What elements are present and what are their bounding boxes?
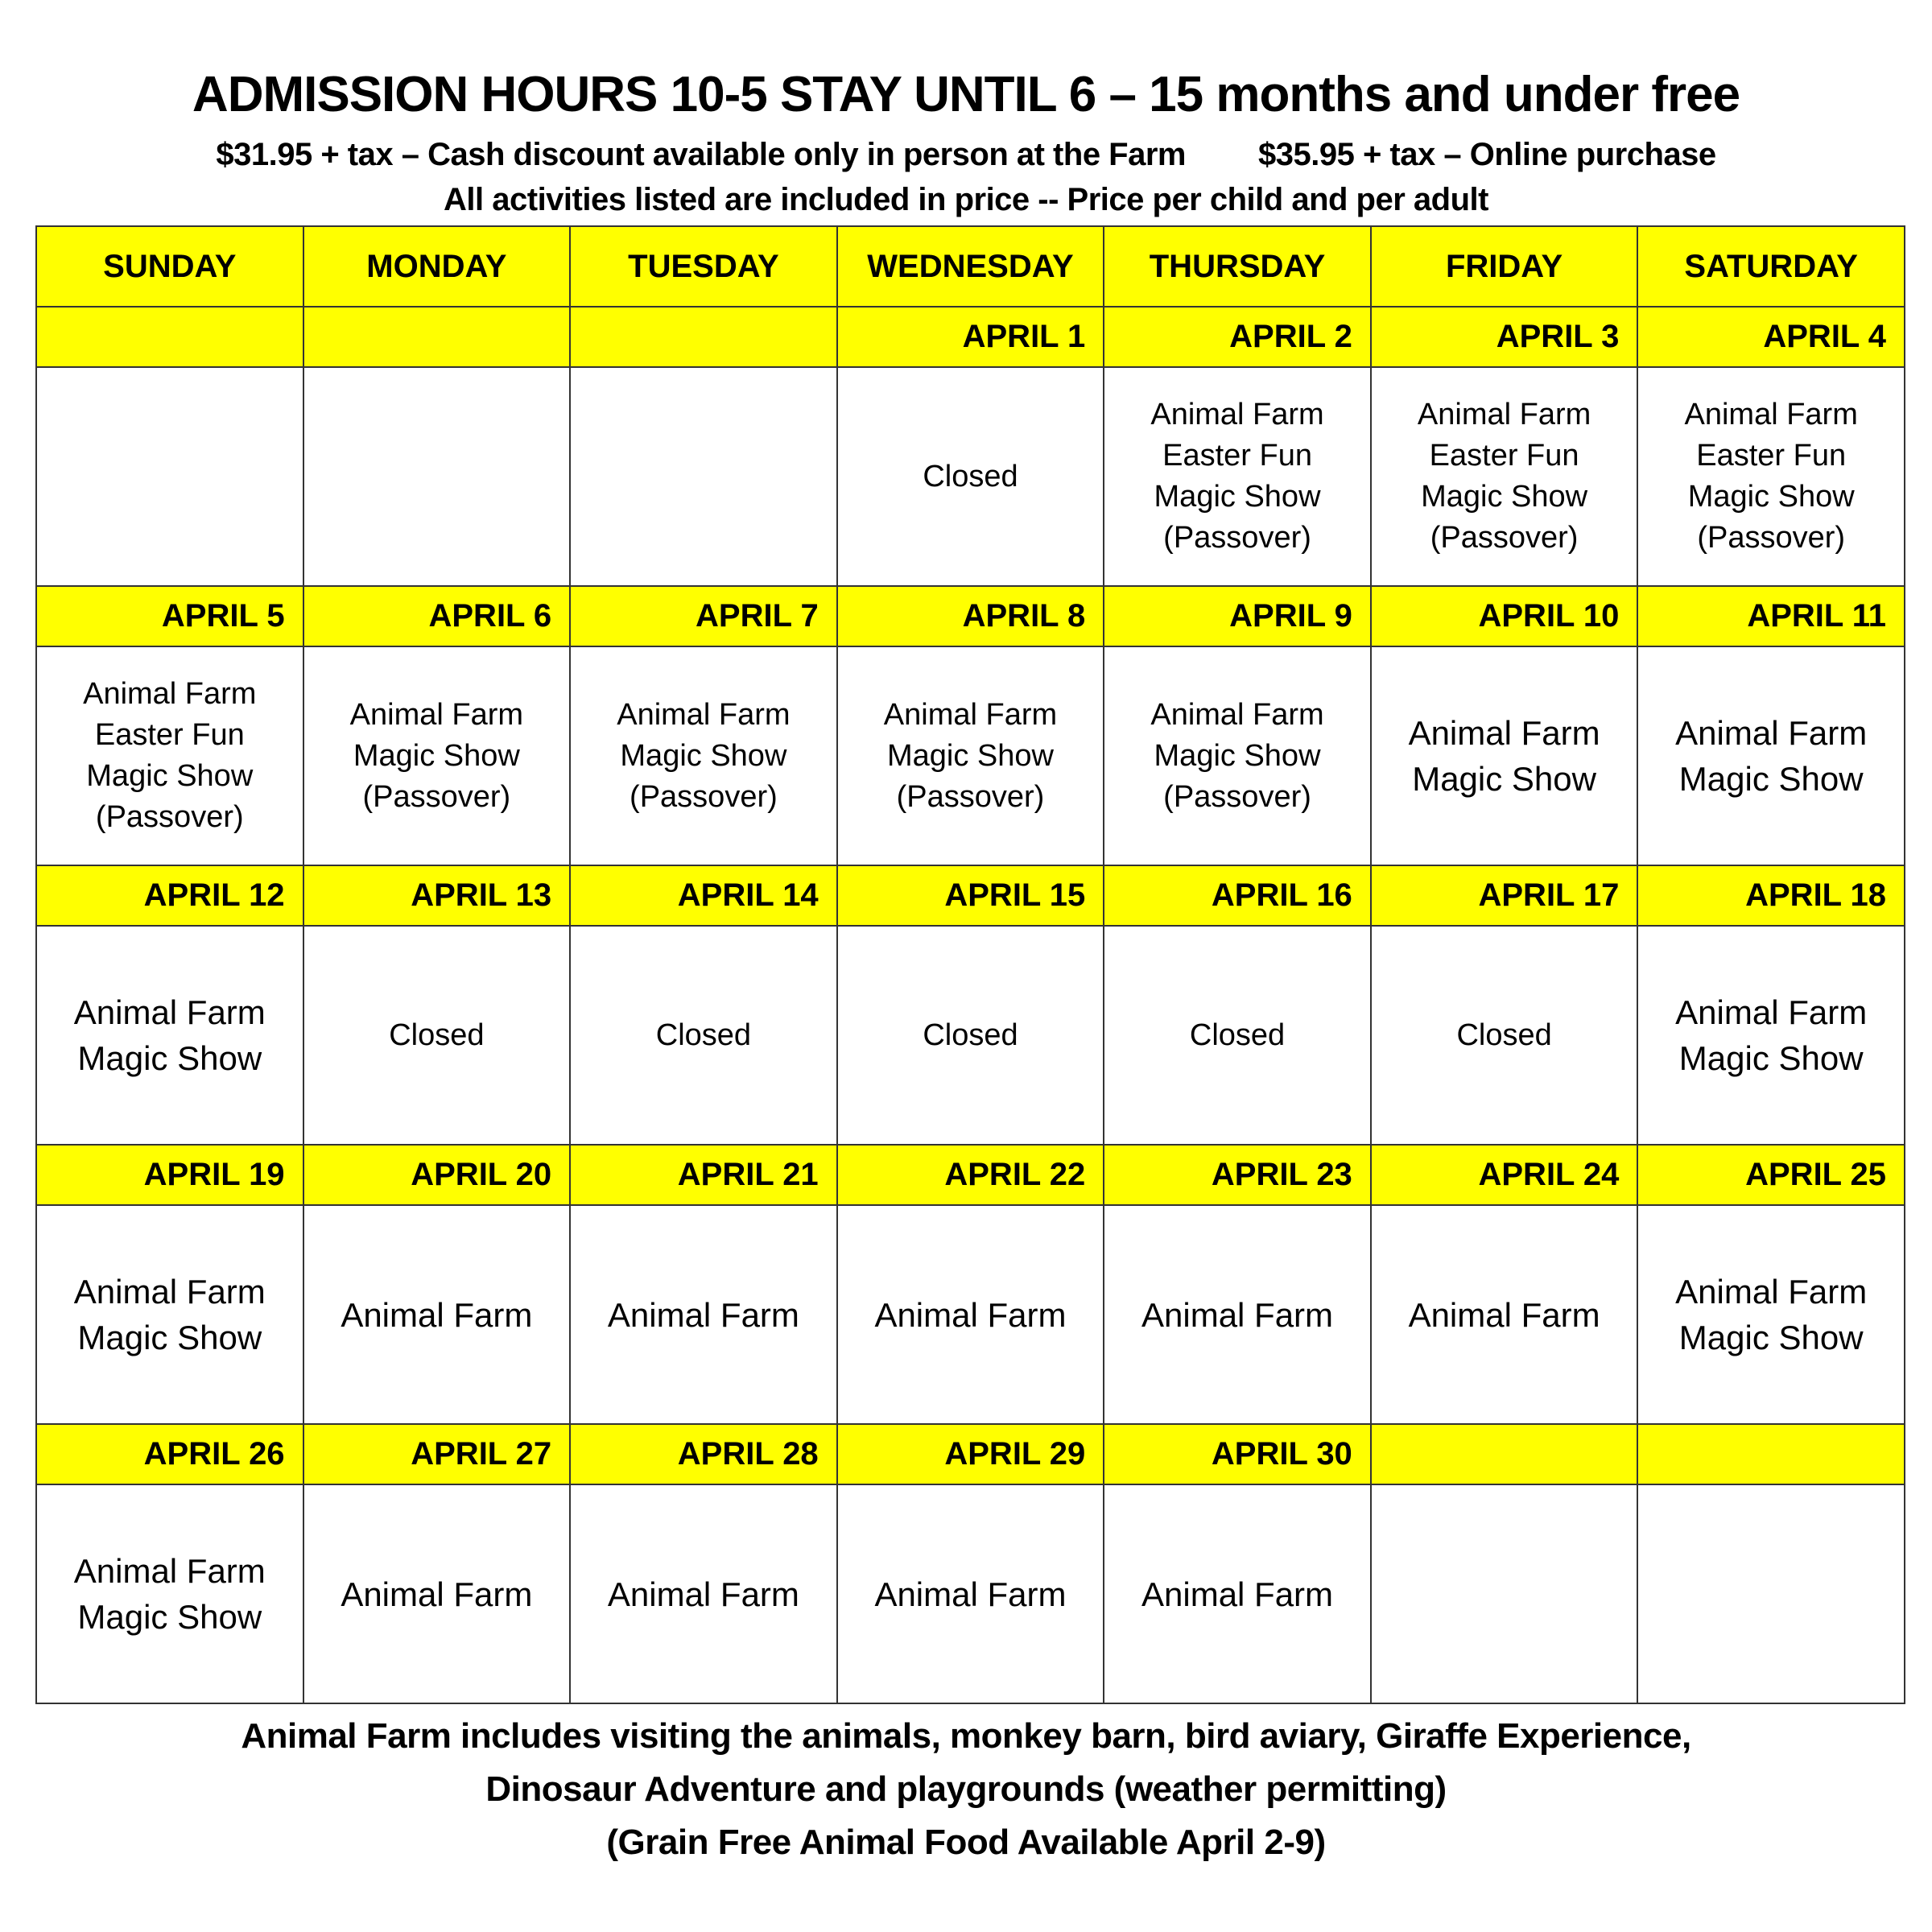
activity-item: Magic Show — [1154, 738, 1321, 773]
price-note: All activities listed are included in price -- Price per child and per adult — [444, 182, 1488, 217]
activity-item: Closed — [1456, 1018, 1552, 1052]
activity-item: (Passover) — [896, 779, 1045, 814]
footer-line-2: Dinosaur Adventure and playgrounds (weather permitting) — [485, 1769, 1447, 1809]
activity-cell — [36, 1484, 303, 1703]
activity-cell — [1637, 367, 1905, 586]
footer-line-3: (Grain Free Animal Food Available April 2-9) — [606, 1823, 1326, 1862]
activity-item: Animal Farm — [1141, 1295, 1334, 1334]
date-cell: APRIL 14 — [570, 865, 837, 926]
activity-item: Closed — [923, 459, 1018, 493]
activity-cell — [1371, 1205, 1638, 1424]
activity-cell — [1637, 646, 1905, 865]
activity-item: Magic Show — [886, 738, 1054, 773]
date-cell: APRIL 25 — [1637, 1145, 1905, 1205]
activity-item: Animal Farm — [607, 1295, 799, 1334]
activity-cell — [1104, 646, 1371, 865]
date-row — [36, 865, 1905, 926]
activity-item: Animal Farm — [1141, 1575, 1334, 1613]
activity-item: Closed — [923, 1018, 1018, 1052]
date-row — [36, 1424, 1905, 1484]
date-cell: APRIL 24 — [1371, 1145, 1638, 1205]
activity-item: (Passover) — [1430, 521, 1579, 555]
activity-item: Animal Farm — [1150, 697, 1324, 732]
activity-item: Animal Farm — [883, 697, 1058, 732]
date-cell: APRIL 20 — [303, 1145, 571, 1205]
activity-cell — [1104, 1205, 1371, 1424]
date-cell: APRIL 10 — [1371, 586, 1638, 646]
activity-cell — [36, 367, 303, 586]
activity-item: (Passover) — [630, 779, 778, 814]
activity-row — [36, 926, 1905, 1145]
date-cell: APRIL 26 — [36, 1424, 303, 1484]
footer-line-1: Animal Farm includes visiting the animals, monkey barn, bird aviary, Giraffe Experience, — [241, 1716, 1691, 1756]
activity-item: Easter Fun — [1429, 439, 1579, 473]
activity-cell — [1104, 367, 1371, 586]
date-cell: APRIL 11 — [1637, 586, 1905, 646]
activity-item: Animal Farm — [1684, 398, 1858, 431]
activity-item: Magic Show — [353, 738, 520, 773]
activity-row — [36, 646, 1905, 865]
date-cell: APRIL 12 — [36, 865, 303, 926]
activity-item: Animal Farm — [341, 1295, 533, 1334]
date-cell — [1371, 1424, 1638, 1484]
activity-item: Magic Show — [86, 759, 254, 793]
activity-item: Animal Farm — [73, 993, 266, 1031]
activity-item: (Passover) — [1697, 521, 1846, 555]
date-cell: APRIL 2 — [1104, 307, 1371, 367]
activity-item: Animal Farm — [1675, 1273, 1868, 1311]
date-cell: APRIL 27 — [303, 1424, 571, 1484]
date-cell: APRIL 30 — [1104, 1424, 1371, 1484]
activity-cell — [837, 1484, 1104, 1703]
activity-item: Animal Farm — [349, 697, 524, 732]
page-title: ADMISSION HOURS 10-5 STAY UNTIL 6 – 15 months and under free — [192, 67, 1740, 122]
day-header-sunday: SUNDAY — [36, 226, 303, 307]
date-cell: APRIL 29 — [837, 1424, 1104, 1484]
activity-cell — [570, 926, 837, 1145]
activity-row — [36, 1484, 1905, 1703]
activity-cell — [837, 646, 1104, 865]
activity-item: Magic Show — [1412, 760, 1596, 798]
activity-row — [36, 367, 1905, 586]
activity-item: Animal Farm — [1408, 1295, 1600, 1334]
activity-item: Magic Show — [1154, 480, 1321, 514]
activity-item: (Passover) — [1163, 779, 1311, 814]
activity-cell — [1637, 1484, 1905, 1703]
activity-cell — [303, 367, 571, 586]
date-row — [36, 586, 1905, 646]
day-header-tuesday: TUESDAY — [570, 226, 837, 307]
activity-item: Animal Farm — [617, 697, 791, 732]
date-cell: APRIL 18 — [1637, 865, 1905, 926]
activity-cell — [1371, 1484, 1638, 1703]
day-header-friday: FRIDAY — [1371, 226, 1638, 307]
activity-cell — [837, 1205, 1104, 1424]
activity-item: (Passover) — [1163, 521, 1311, 555]
day-header-thursday: THURSDAY — [1104, 226, 1371, 307]
date-cell: APRIL 23 — [1104, 1145, 1371, 1205]
activity-item: Magic Show — [77, 1598, 262, 1636]
activity-item: Magic Show — [1678, 1319, 1864, 1356]
activity-item: Animal Farm — [73, 1552, 266, 1590]
activity-cell — [303, 1205, 571, 1424]
activity-cell — [1104, 1484, 1371, 1703]
activity-item: Animal Farm — [1675, 714, 1868, 752]
date-cell: APRIL 3 — [1371, 307, 1638, 367]
activity-item: Animal Farm — [1150, 398, 1324, 431]
date-cell: APRIL 4 — [1637, 307, 1905, 367]
activity-cell — [570, 1205, 837, 1424]
activity-item: (Passover) — [362, 779, 511, 814]
activity-item: Animal Farm — [83, 677, 257, 711]
activity-item: Animal Farm — [874, 1575, 1067, 1613]
activity-item: Animal Farm — [1408, 714, 1600, 752]
day-header-saturday: SATURDAY — [1637, 226, 1905, 307]
activity-cell — [36, 646, 303, 865]
date-cell: APRIL 1 — [837, 307, 1104, 367]
activity-cell — [303, 926, 571, 1145]
price-line — [0, 137, 1932, 173]
date-cell — [570, 307, 837, 367]
date-cell: APRIL 17 — [1371, 865, 1638, 926]
date-cell: APRIL 5 — [36, 586, 303, 646]
activity-item: Animal Farm — [607, 1575, 799, 1613]
activity-item: Magic Show — [1687, 480, 1855, 514]
activity-item: Animal Farm — [874, 1295, 1067, 1334]
activity-item: Easter Fun — [94, 718, 245, 752]
activity-item: Magic Show — [1678, 760, 1864, 798]
activity-cell — [303, 1484, 571, 1703]
date-cell: APRIL 28 — [570, 1424, 837, 1484]
date-row — [36, 307, 1905, 367]
date-row — [36, 1145, 1905, 1205]
activity-cell — [1637, 926, 1905, 1145]
activity-cell — [303, 646, 571, 865]
activity-item: Animal Farm — [1417, 398, 1591, 431]
activity-item: Magic Show — [77, 1039, 262, 1077]
date-cell: APRIL 9 — [1104, 586, 1371, 646]
activity-item: Animal Farm — [73, 1273, 266, 1311]
activity-cell — [837, 367, 1104, 586]
activity-item: Magic Show — [77, 1319, 262, 1356]
date-cell: APRIL 21 — [570, 1145, 837, 1205]
activity-item: Closed — [1189, 1018, 1286, 1052]
activity-item: (Passover) — [95, 800, 244, 834]
activity-item: Closed — [655, 1018, 752, 1052]
activity-cell — [1371, 926, 1638, 1145]
date-cell: APRIL 22 — [837, 1145, 1104, 1205]
activity-cell — [1371, 367, 1638, 586]
activity-cell — [1371, 646, 1638, 865]
activity-item: Easter Fun — [1696, 439, 1847, 473]
price-cash: $31.95 + tax – Cash discount available only in person at the Farm — [216, 137, 1186, 172]
activity-item: Closed — [389, 1018, 485, 1052]
activity-cell — [837, 926, 1104, 1145]
calendar-table — [35, 225, 1905, 1704]
date-cell: APRIL 15 — [837, 865, 1104, 926]
activity-cell — [570, 646, 837, 865]
activity-cell — [1637, 1205, 1905, 1424]
activity-row — [36, 1205, 1905, 1424]
activity-cell — [1104, 926, 1371, 1145]
date-cell: APRIL 8 — [837, 586, 1104, 646]
date-cell: APRIL 16 — [1104, 865, 1371, 926]
date-cell — [1637, 1424, 1905, 1484]
date-cell — [303, 307, 571, 367]
activity-item: Animal Farm — [341, 1575, 533, 1613]
price-online: $35.95 + tax – Online purchase — [1257, 137, 1716, 172]
activity-item: Animal Farm — [1675, 993, 1868, 1031]
date-cell: APRIL 13 — [303, 865, 571, 926]
activity-item: Easter Fun — [1162, 439, 1312, 473]
date-cell: APRIL 19 — [36, 1145, 303, 1205]
date-cell: APRIL 6 — [303, 586, 571, 646]
activity-cell — [570, 367, 837, 586]
day-header-wednesday: WEDNESDAY — [837, 226, 1104, 307]
activity-cell — [570, 1484, 837, 1703]
activity-item: Magic Show — [620, 738, 787, 773]
activity-item: Magic Show — [1678, 1039, 1864, 1077]
activity-cell — [36, 1205, 303, 1424]
date-cell: APRIL 7 — [570, 586, 837, 646]
activity-item: Magic Show — [1421, 480, 1588, 514]
day-header-monday: MONDAY — [303, 226, 571, 307]
activity-cell — [36, 926, 303, 1145]
date-cell — [36, 307, 303, 367]
day-names-row — [36, 226, 1905, 307]
